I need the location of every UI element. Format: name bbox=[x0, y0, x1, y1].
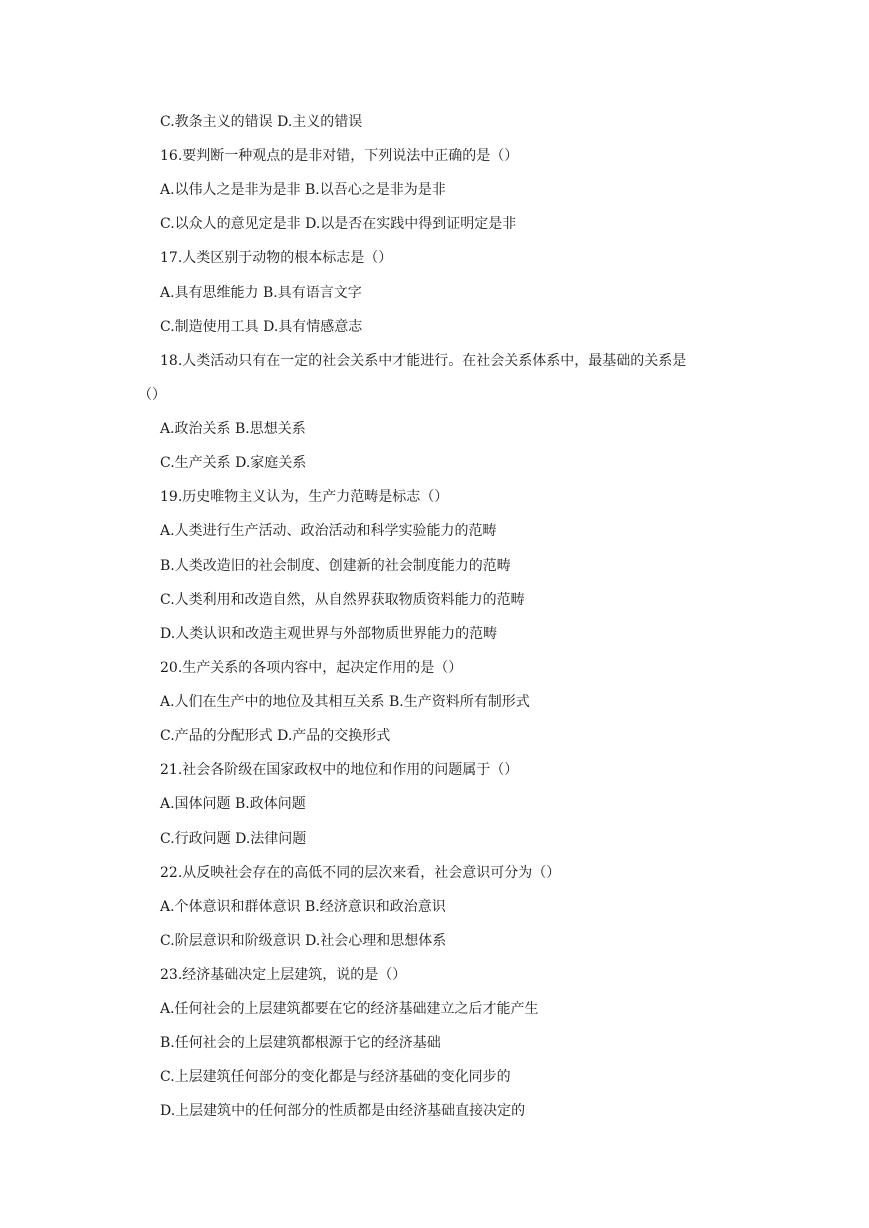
option-line-21-cd: C.行政问题 D.法律问题 bbox=[160, 831, 307, 847]
option-19-b: B.人类改造旧的社会制度、创建新的社会制度能力的范畴 bbox=[160, 558, 511, 574]
option-19-d: D.人类认识和改造主观世界与外部物质世界能力的范畴 bbox=[160, 626, 498, 642]
option-line-20-ab: A.人们在生产中的地位及其相互关系 B.生产资料所有制形式 bbox=[160, 694, 530, 710]
option-23-c: C.上层建筑任何部分的变化都是与经济基础的变化同步的 bbox=[160, 1069, 511, 1085]
question-17: 17.人类区别于动物的根本标志是（） bbox=[160, 250, 393, 266]
option-line-15-cd: C.教条主义的错误 D.主义的错误 bbox=[160, 114, 363, 130]
option-23-b: B.任何社会的上层建筑都根源于它的经济基础 bbox=[160, 1035, 441, 1051]
question-21: 21.社会各阶级在国家政权中的地位和作用的问题属于（） bbox=[160, 762, 519, 778]
option-line-16-ab: A.以伟人之是非为是非 B.以吾心之是非为是非 bbox=[160, 182, 446, 198]
question-18-continuation: （） bbox=[138, 387, 166, 403]
question-18: 18.人类活动只有在一定的社会关系中才能进行。在社会关系体系中，最基础的关系是 bbox=[160, 353, 687, 369]
option-23-d: D.上层建筑中的任何部分的性质都是由经济基础直接决定的 bbox=[160, 1103, 526, 1119]
option-line-21-ab: A.国体问题 B.政体问题 bbox=[160, 796, 306, 812]
question-23: 23.经济基础决定上层建筑，说的是（） bbox=[160, 967, 407, 983]
question-19: 19.历史唯物主义认为，生产力范畴是标志（） bbox=[160, 489, 449, 505]
option-line-18-cd: C.生产关系 D.家庭关系 bbox=[160, 455, 307, 471]
option-line-16-cd: C.以众人的意见定是非 D.以是否在实践中得到证明定是非 bbox=[160, 216, 517, 232]
option-line-17-cd: C.制造使用工具 D.具有情感意志 bbox=[160, 319, 363, 335]
option-line-20-cd: C.产品的分配形式 D.产品的交换形式 bbox=[160, 728, 391, 744]
option-line-22-ab: A.个体意识和群体意识 B.经济意识和政治意识 bbox=[160, 899, 446, 915]
question-20: 20.生产关系的各项内容中，起决定作用的是（） bbox=[160, 660, 463, 676]
question-22: 22.从反映社会存在的高低不同的层次来看，社会意识可分为（） bbox=[160, 865, 561, 881]
option-19-a: A.人类进行生产活动、政治活动和科学实验能力的范畴 bbox=[160, 523, 497, 539]
option-line-17-ab: A.具有思维能力 B.具有语言文字 bbox=[160, 285, 362, 301]
option-line-22-cd: C.阶层意识和阶级意识 D.社会心理和思想体系 bbox=[160, 933, 447, 949]
question-16: 16.要判断一种观点的是非对错，下列说法中正确的是（） bbox=[160, 148, 519, 164]
option-23-a: A.任何社会的上层建筑都要在它的经济基础建立之后才能产生 bbox=[160, 1001, 539, 1017]
option-19-c: C.人类利用和改造自然，从自然界获取物质资料能力的范畴 bbox=[160, 592, 525, 608]
option-line-18-ab: A.政治关系 B.思想关系 bbox=[160, 421, 306, 437]
